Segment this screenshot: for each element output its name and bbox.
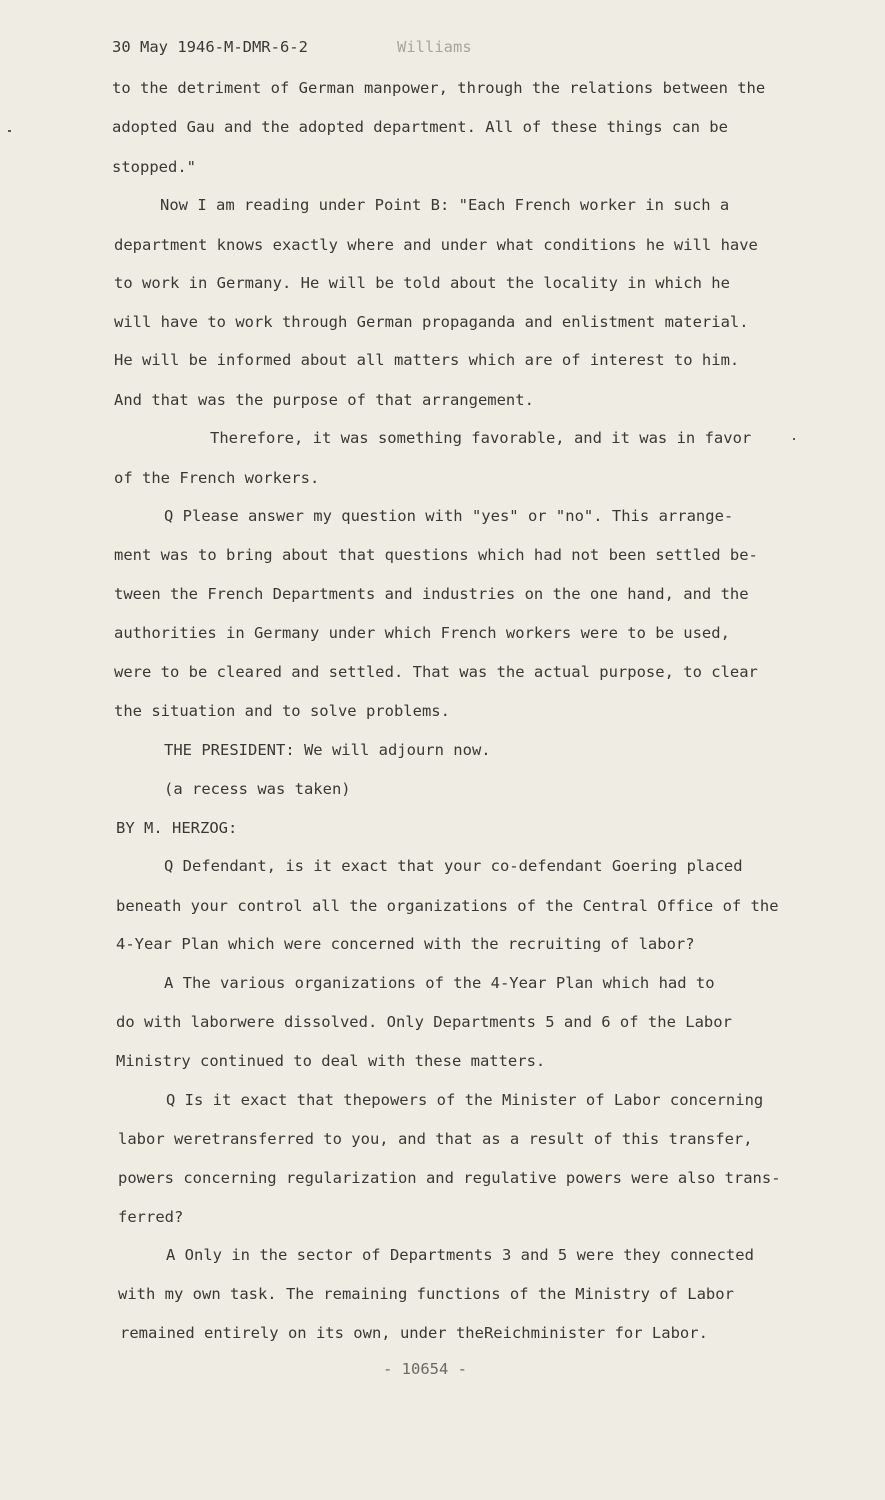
margin-speck [793, 438, 795, 440]
text-line: powers concerning regularization and regulative powers were also trans- [118, 1169, 781, 1187]
text-line: to the detriment of German manpower, through the relations between the [112, 79, 766, 97]
text-line: Therefore, it was something favorable, and it was in favor [210, 429, 752, 447]
header-author: Williams [397, 38, 472, 56]
text-line: of the French workers. [114, 469, 320, 487]
text-line: stopped." [112, 158, 196, 176]
text-line: THE PRESIDENT: We will adjourn now. [164, 741, 491, 759]
page-number: - 10654 - [383, 1360, 467, 1378]
text-line: 4-Year Plan which were concerned with the recruiting of labor? [116, 935, 695, 953]
text-line: Q Please answer my question with "yes" or "no". This arrange- [164, 507, 734, 525]
margin-speck [8, 130, 11, 132]
text-line: remained entirely on its own, under theReichminister for Labor. [120, 1324, 708, 1342]
text-line: do with laborwere dissolved. Only Departments 5 and 6 of the Labor [116, 1013, 732, 1031]
text-line: He will be informed about all matters which are of interest to him. [114, 351, 740, 369]
text-line: ment was to bring about that questions which had not been settled be- [114, 546, 758, 564]
text-line: were to be cleared and settled. That was the actual purpose, to clear [114, 663, 758, 681]
header-reference: 30 May 1946-M-DMR-6-2 [112, 38, 308, 56]
text-line: to work in Germany. He will be told about the locality in which he [114, 274, 730, 292]
text-line: with my own task. The remaining functions of the Ministry of Labor [118, 1285, 734, 1303]
text-line: Q Defendant, is it exact that your co-defendant Goering placed [164, 857, 743, 875]
text-line: Q Is it exact that thepowers of the Minister of Labor concerning [166, 1091, 764, 1109]
text-line: A Only in the sector of Departments 3 and 5 were they connected [166, 1246, 754, 1264]
text-line: department knows exactly where and under what conditions he will have [114, 236, 758, 254]
text-line: A The various organizations of the 4-Year Plan which had to [164, 974, 715, 992]
text-line: ferred? [118, 1208, 184, 1226]
text-line: labor weretransferred to you, and that as a result of this transfer, [118, 1130, 753, 1148]
page-header [112, 38, 472, 56]
text-line: adopted Gau and the adopted department. All of these things can be [112, 118, 728, 136]
text-line: the situation and to solve problems. [114, 702, 450, 720]
text-line: authorities in Germany under which French workers were to be used, [114, 624, 730, 642]
text-line: BY M. HERZOG: [116, 819, 238, 837]
text-line: (a recess was taken) [164, 780, 351, 798]
text-line: Now I am reading under Point B: "Each French worker in such a [160, 196, 730, 214]
text-line: beneath your control all the organizations of the Central Office of the [116, 897, 779, 915]
text-line: Ministry continued to deal with these matters. [116, 1052, 546, 1070]
text-line: tween the French Departments and industries on the one hand, and the [114, 585, 749, 603]
text-line: will have to work through German propaganda and enlistment material. [114, 313, 749, 331]
text-line: And that was the purpose of that arrangement. [114, 391, 534, 409]
